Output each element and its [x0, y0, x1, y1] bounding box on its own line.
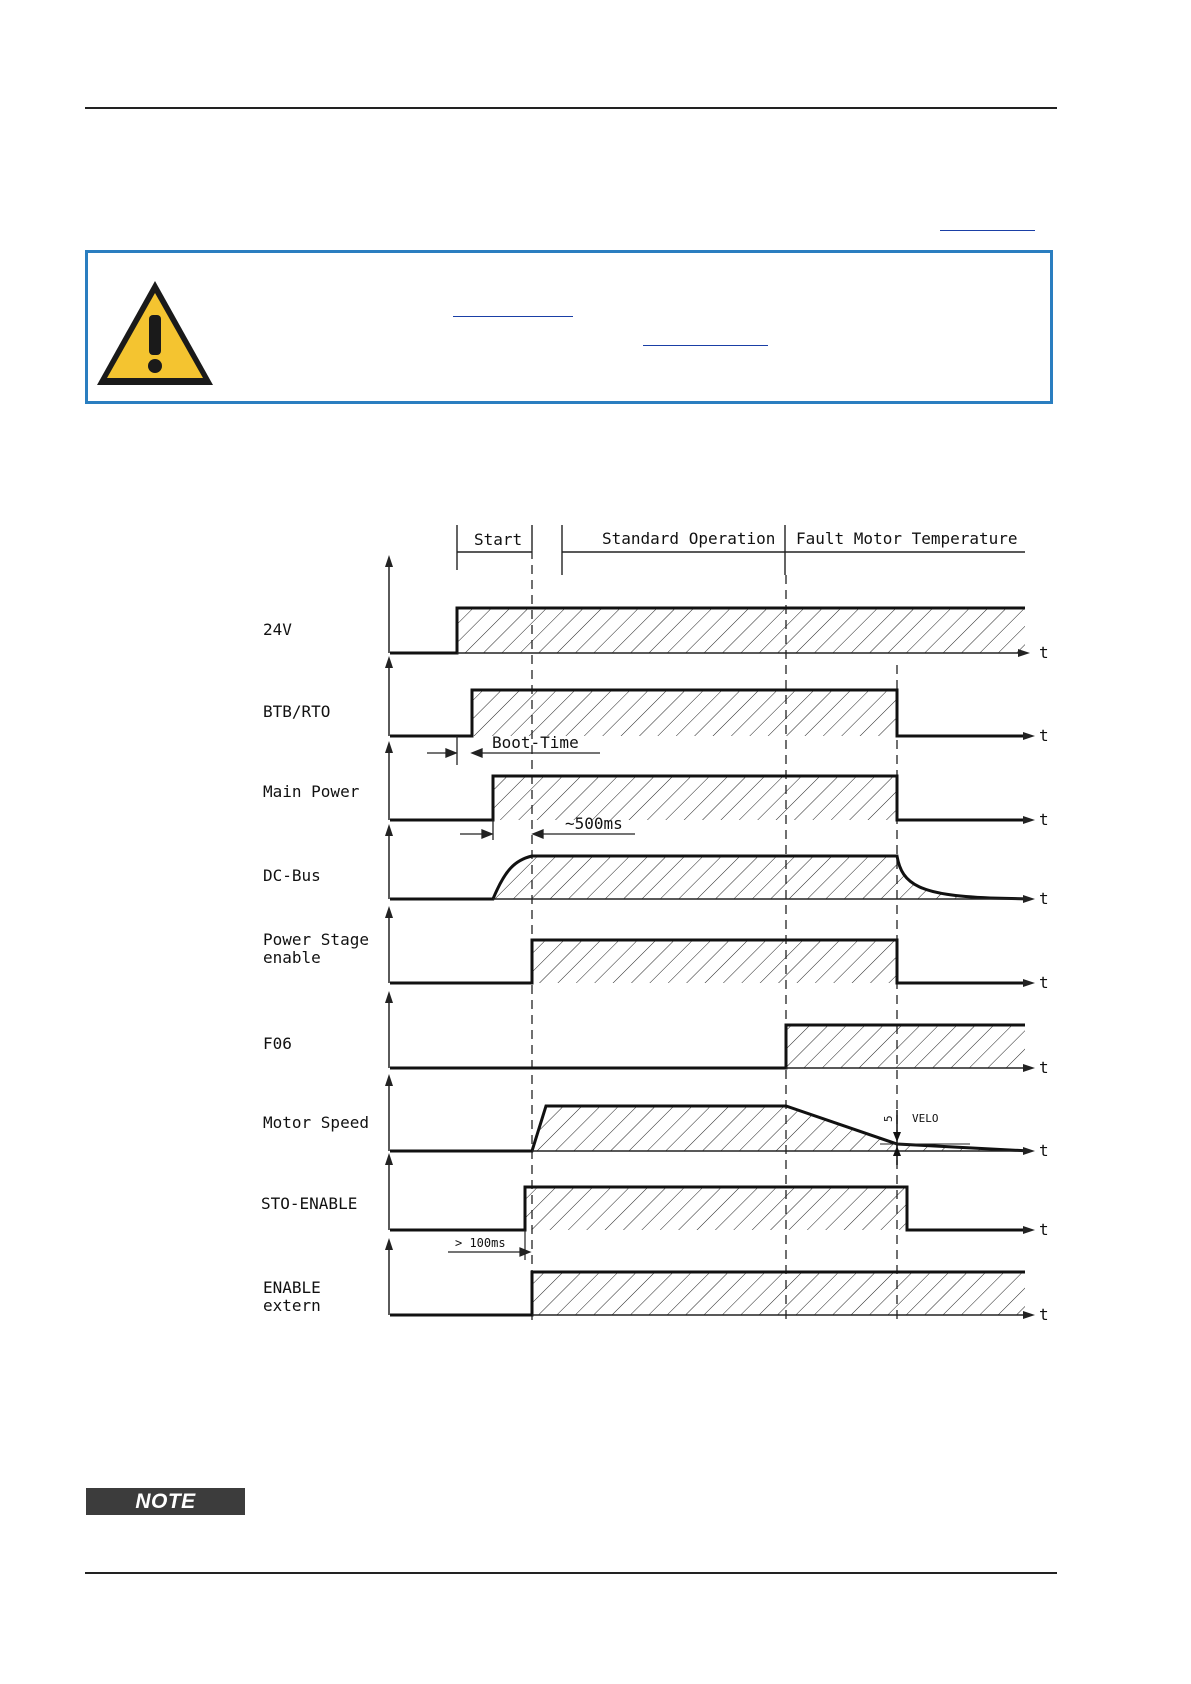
- label-500ms: ~500ms: [565, 814, 623, 833]
- label-dc-bus: DC-Bus: [263, 866, 321, 885]
- label-motor-speed: Motor Speed: [263, 1113, 369, 1132]
- t-axis-btb: t: [1039, 726, 1049, 745]
- timing-diagram: [230, 520, 1080, 1340]
- label-24v: 24V: [263, 620, 292, 639]
- signal-btb-rto: [385, 656, 1035, 740]
- label-main-power: Main Power: [263, 782, 360, 801]
- t-axis-power-stage: t: [1039, 973, 1049, 992]
- link-underline[interactable]: [940, 230, 1035, 231]
- warning-box: [85, 250, 1053, 404]
- label-power-stage-enable: enable: [263, 948, 321, 967]
- t-axis-dc-bus: t: [1039, 889, 1049, 908]
- label-btb-rto: BTB/RTO: [263, 702, 331, 721]
- phase-standard-operation: Standard Operation: [602, 529, 776, 548]
- signal-sto-enable: [385, 1153, 1035, 1234]
- t-axis-main-power: t: [1039, 810, 1049, 829]
- signal-power-stage-enable: [385, 906, 1035, 987]
- header-rule: [85, 107, 1057, 109]
- phase-start: Start: [474, 530, 523, 549]
- phase-fault-motor-temperature: Fault Motor Temperature: [796, 529, 1018, 548]
- t-axis-24v: t: [1039, 643, 1049, 662]
- label-100ms: > 100ms: [455, 1236, 506, 1250]
- label-power-stage: Power Stage: [263, 930, 369, 949]
- label-boot-time: Boot-Time: [492, 733, 579, 752]
- t-axis-f06: t: [1039, 1058, 1049, 1077]
- footer-rule: [85, 1572, 1057, 1574]
- signal-enable-extern: [385, 1238, 1035, 1319]
- warning-triangle-icon: [93, 277, 217, 389]
- signal-f06: [385, 991, 1035, 1072]
- label-f06: F06: [263, 1034, 292, 1053]
- label-sto-enable: STO-ENABLE: [261, 1194, 358, 1213]
- label-enable-extern: extern: [263, 1296, 321, 1315]
- note-badge: NOTE: [86, 1488, 245, 1515]
- t-axis-sto-enable: t: [1039, 1220, 1049, 1239]
- t-axis-motor-speed: t: [1039, 1141, 1049, 1160]
- t-axis-enable: t: [1039, 1305, 1049, 1324]
- label-enable: ENABLE: [263, 1278, 321, 1297]
- label-velo: VELO: [912, 1112, 939, 1125]
- signal-24v: [385, 555, 1030, 657]
- label-velo-value: 5: [882, 1115, 895, 1122]
- warning-link-2[interactable]: [643, 345, 768, 346]
- warning-link-1[interactable]: [453, 316, 573, 317]
